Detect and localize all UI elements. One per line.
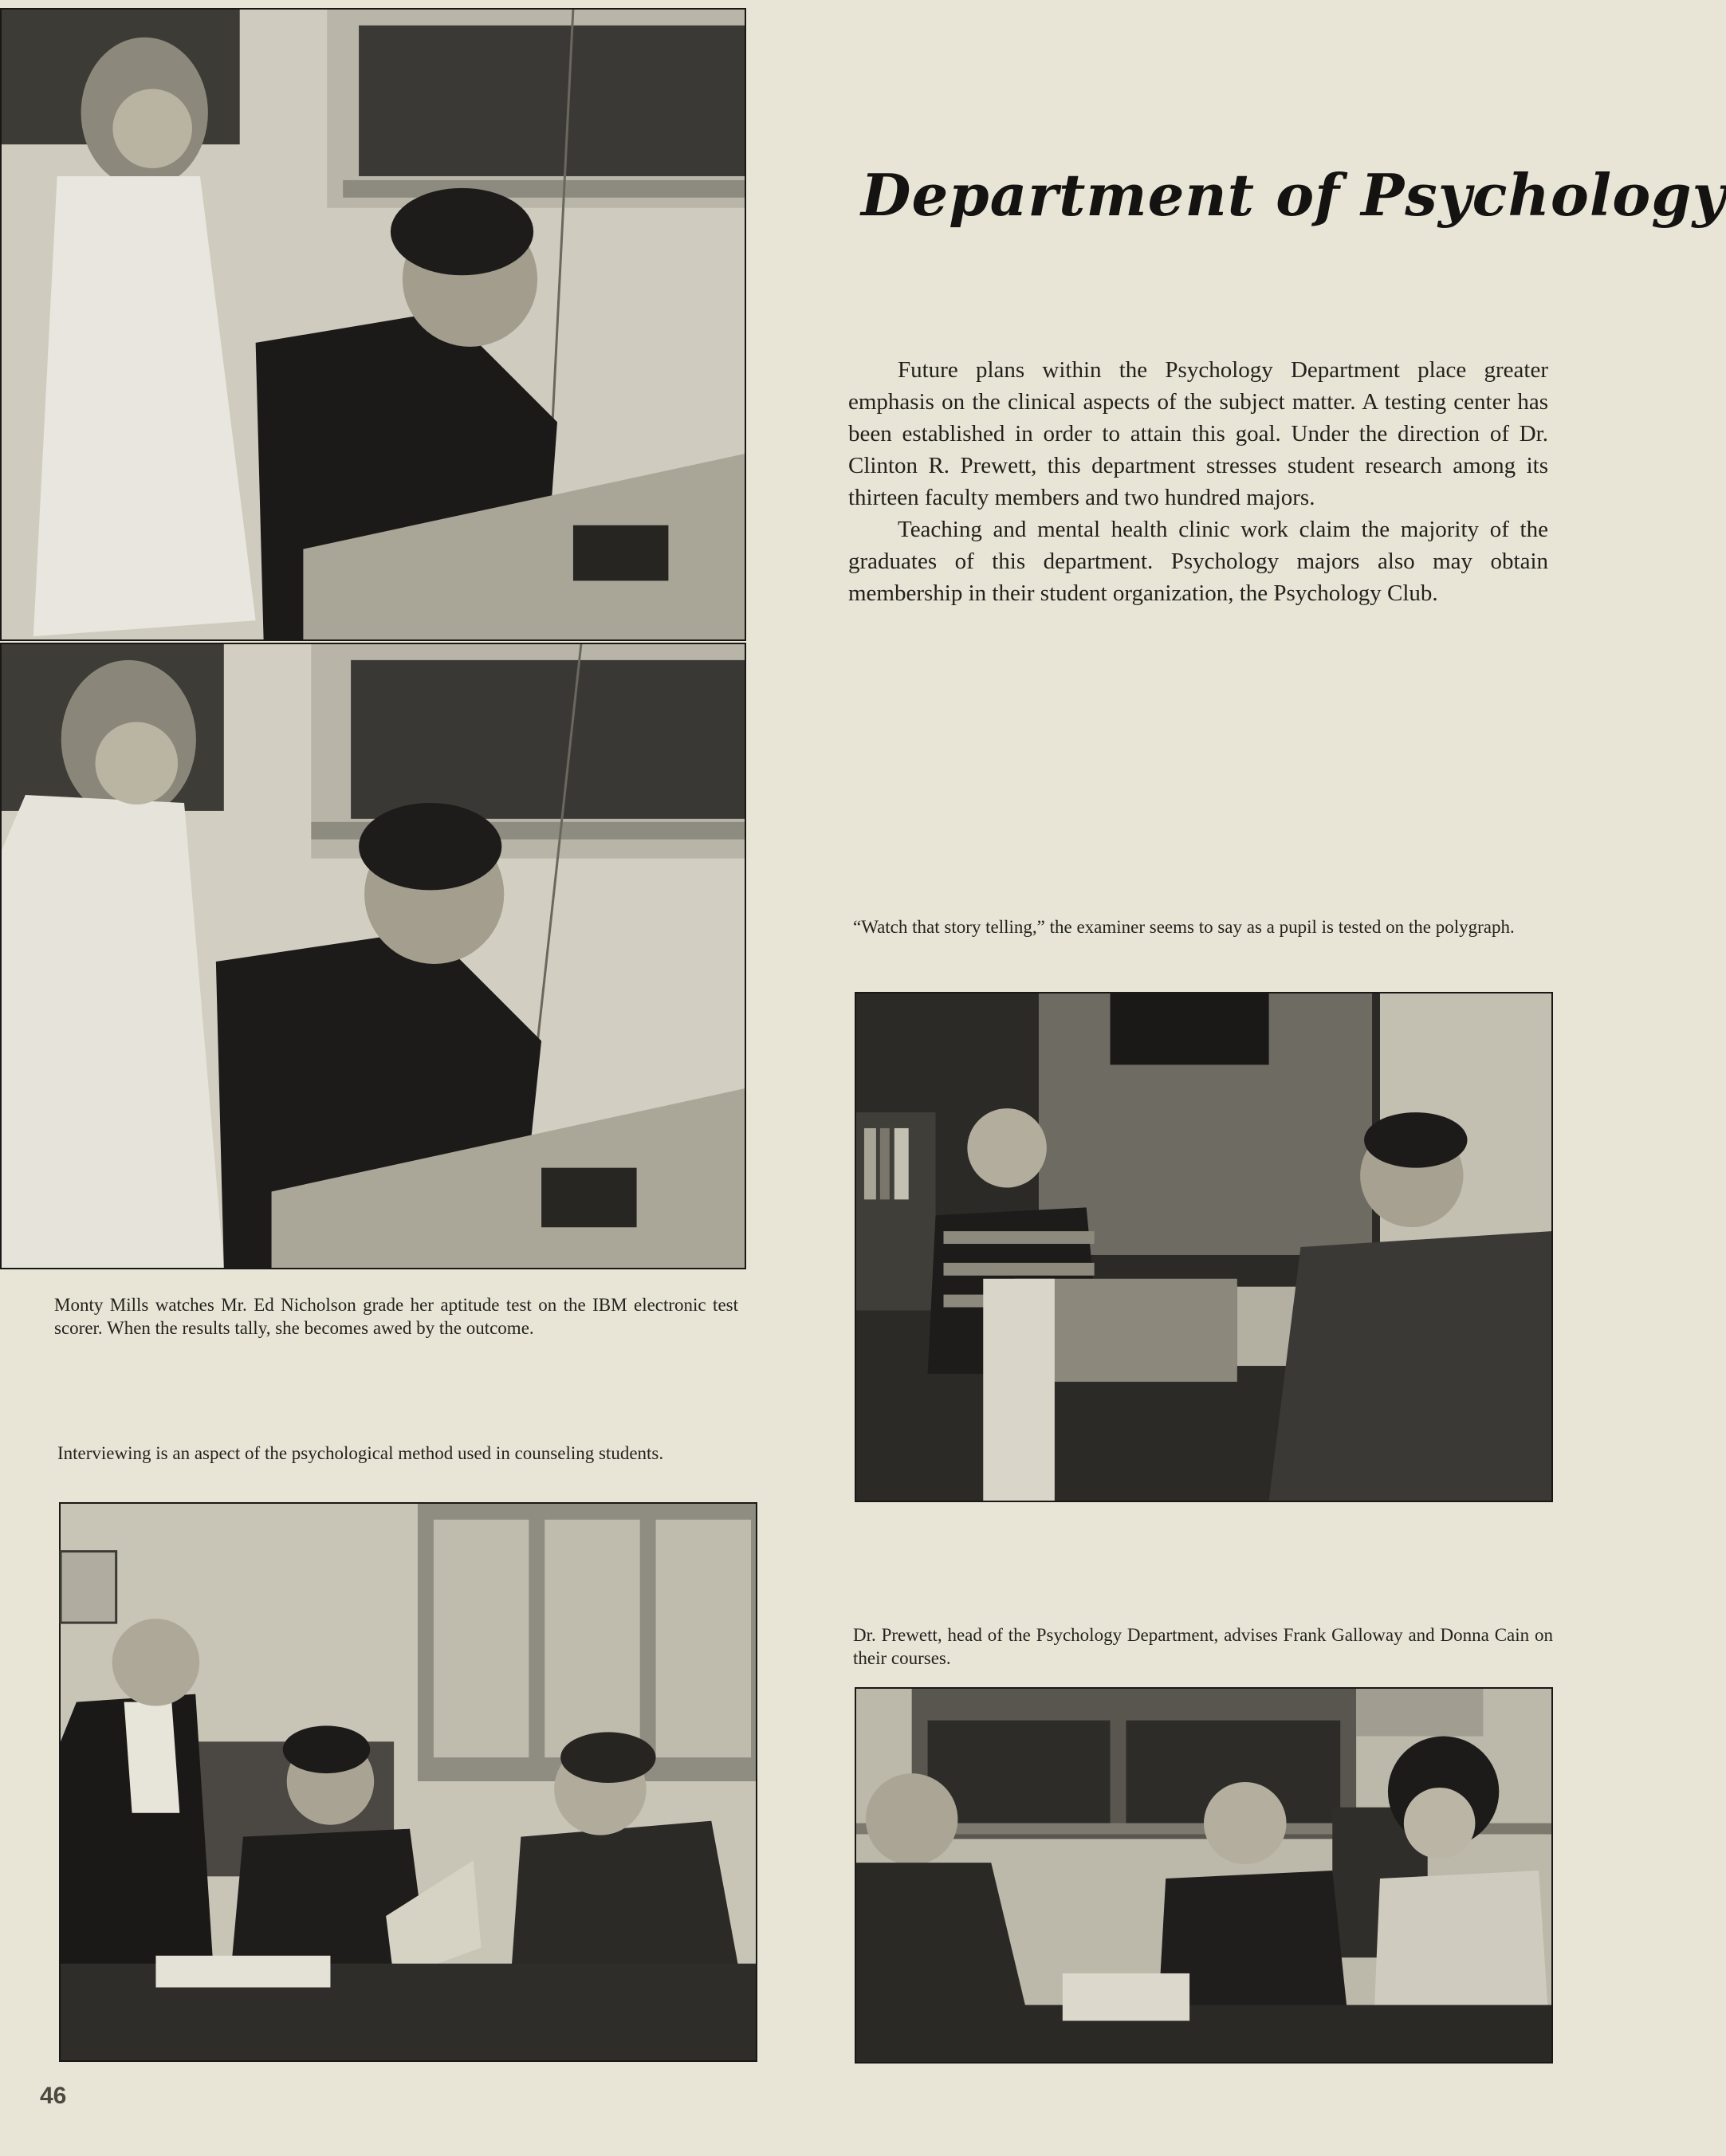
photo-advising — [855, 1687, 1553, 2064]
page-title: Department of Psychology — [861, 161, 1726, 229]
photo-test-scorer-top — [0, 8, 746, 641]
photo-interviewing — [59, 1502, 757, 2062]
article-paragraph: Future plans within the Psychology Department place greater emphasis on the clinical aspects of the subject matter. A testing center has been established in order to attain this goal. Under the direction of Dr. Clinton R. Prewett, this department stresses student research among its thirteen faculty members and two hundred majors. — [848, 357, 1548, 510]
page-number: 46 — [40, 2083, 67, 2109]
photo-test-scorer-bottom — [0, 643, 746, 1269]
caption-advising: Dr. Prewett, head of the Psychology Department, advises Frank Galloway and Donna Cain on their courses. — [853, 1625, 1553, 1668]
article-body — [848, 354, 1548, 609]
photo-polygraph — [855, 992, 1553, 1502]
caption-test-scorer: Monty Mills watches Mr. Ed Nicholson grade her aptitude test on the IBM electronic test scorer. When the results tally, she becomes awed by the outcome. — [54, 1295, 738, 1338]
caption-polygraph: “Watch that story telling,” the examiner seems to say as a pupil is tested on the polygraph. — [853, 917, 1515, 937]
article-paragraph: Teaching and mental health clinic work claim the majority of the graduates of this department. Psychology majors also may obtain membership in their student organization, the Psychology Club. — [848, 517, 1548, 606]
caption-interviewing: Interviewing is an aspect of the psychological method used in counseling students. — [57, 1443, 664, 1463]
